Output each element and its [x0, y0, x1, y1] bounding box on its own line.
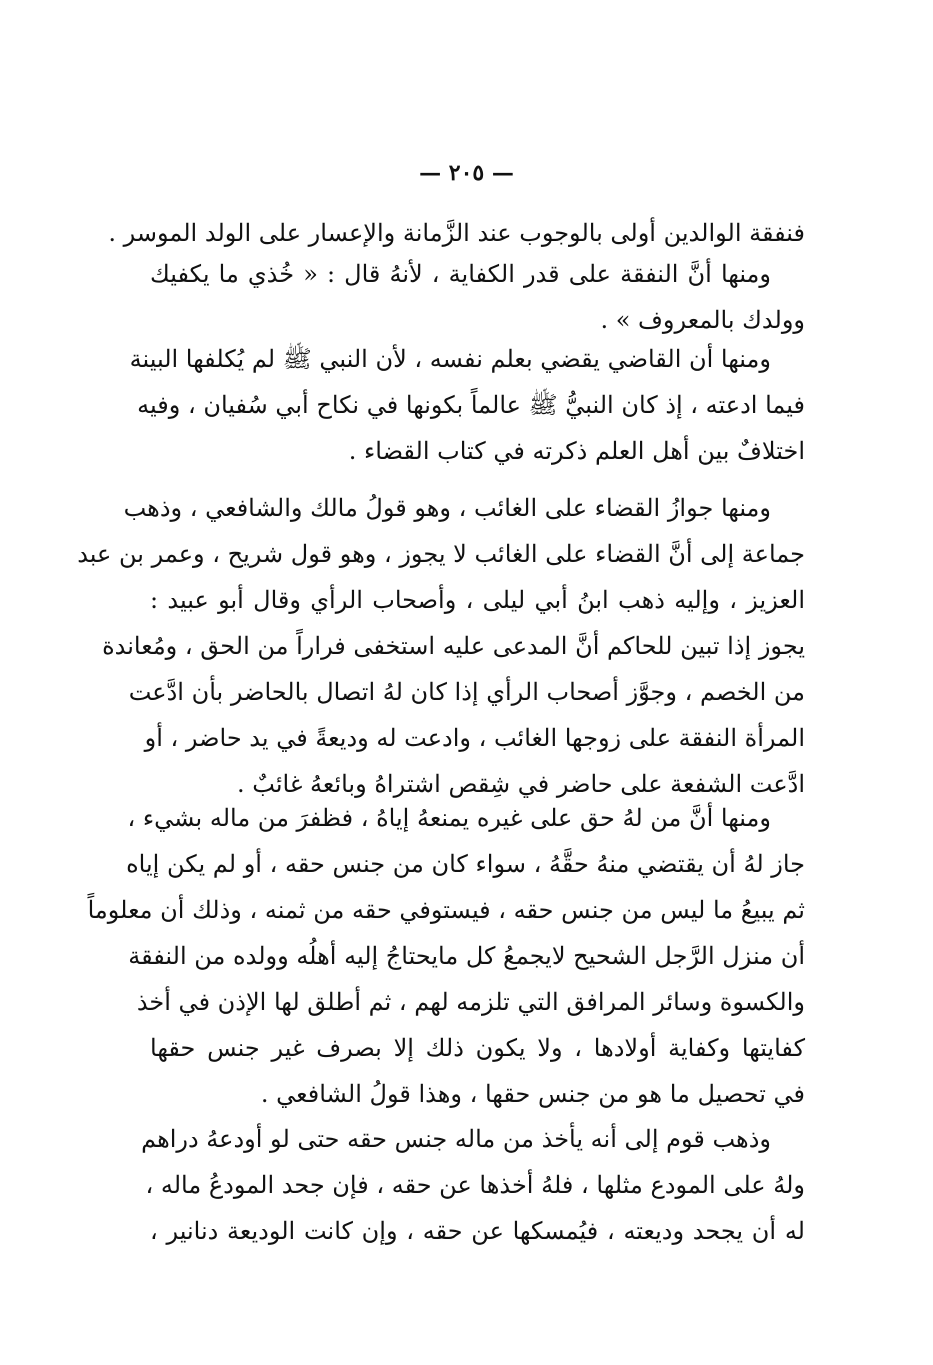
text-line: ادَّعت الشفعة على حاضر في شِقص اشتراهُ وبائعهُ غائبٌ . [237, 770, 805, 798]
text-line: جاز لهُ أن يقتضي منهُ حقَّهُ ، سواء كان من جنس حقه ، أو لم يكن إياه [126, 850, 805, 878]
text-line: والكسوة وسائر المرافق التي تلزمه لهم ، ثم أطلق لها الإذن في أخذ [136, 988, 805, 1016]
text-line: المرأة النفقة على زوجها الغائب ، وادعت له وديعةً في يد حاضر ، أو [144, 724, 805, 752]
text-line: وذهب قوم إلى أنه يأخذ من ماله جنس حقه حتى لو أودعهُ دراهم [141, 1125, 771, 1153]
paragraph-qadi-ilm [129, 336, 805, 474]
text-line: فيما ادعته ، إذ كان النبيُّ ﷺ عالماً بكونها في نكاح أبي سُفيان ، وفيه [137, 391, 805, 419]
page-number: — ٢٠٥ — [419, 160, 514, 186]
text-line: ثم يبيعُ ما ليس من جنس حقه ، فيستوفي حقه من ثمنه ، وذلك أن معلوماً [87, 896, 805, 924]
text-line: فنفقة الوالدين أولى بالوجوب عند الزَّمانة والإعسار على الولد الموسر . [108, 219, 805, 247]
text-line: في تحصيل ما هو من جنس حقها ، وهذا قولُ الشافعي . [260, 1080, 805, 1108]
text-line: ومنها أنَّ من لهُ حق على غيره يمنعهُ إياهُ ، فظفرَ من ماله بشيء ، [127, 804, 771, 832]
text-line: ولهُ على المودع مثلها ، فلهُ أخذها عن حقه ، فإن جحد المودعُ ماله ، [145, 1171, 805, 1199]
text-line: له أن يجحد وديعته ، فيُمسكها عن حقه ، وإن كانت الوديعة دنانير ، [150, 1217, 805, 1245]
paragraph-nafaqa-kifaya [150, 251, 805, 343]
text-line: يجوز إذا تبين للحاكم أنَّ المدعى عليه استخفى فراراً من الحق ، ومُعاندة [102, 632, 805, 660]
text-line: العزيز ، وإليه ذهب ابنُ أبي ليلى ، وأصحاب الرأي وقال أبو عبيد : [150, 586, 805, 614]
paragraph-continuation [108, 210, 805, 256]
text-line: جماعة إلى أنَّ القضاء على الغائب لا يجوز ، وهو قول شريح ، وعمر بن عبد [77, 540, 805, 568]
text-line: اختلافٌ بين أهل العلم ذكرته في كتاب القضاء . [348, 437, 805, 465]
paragraph-jins-haqq [141, 1116, 805, 1254]
text-line: كفايتها وكفاية أولادها ، ولا يكون ذلك إلا بصرف غير جنس حقها [150, 1034, 805, 1062]
text-line: ومنها أنَّ النفقة على قدر الكفاية ، لأنهُ قال : « خُذي ما يكفيك [150, 260, 771, 288]
paragraph-zafar-haqq [87, 795, 805, 1117]
text-line: أن منزل الرَّجل الشحيح لايجمعُ كل مايحتاجُ إليه أهلُه وولده من النفقة [128, 942, 805, 970]
text-line: من الخصم ، وجوَّز أصحاب الرأي إذا كان لهُ اتصال بالحاضر بأن ادَّعت [128, 678, 805, 706]
text-line: وولدك بالمعروف » . [600, 306, 805, 334]
text-line: ومنها أن القاضي يقضي بعلم نفسه ، لأن النبي ﷺ لم يُكلفها البينة [129, 345, 771, 373]
paragraph-qada-ghaib [77, 485, 805, 807]
text-line: ومنها جوازُ القضاء على الغائب ، وهو قولُ مالك والشافعي ، وذهب [123, 494, 771, 522]
